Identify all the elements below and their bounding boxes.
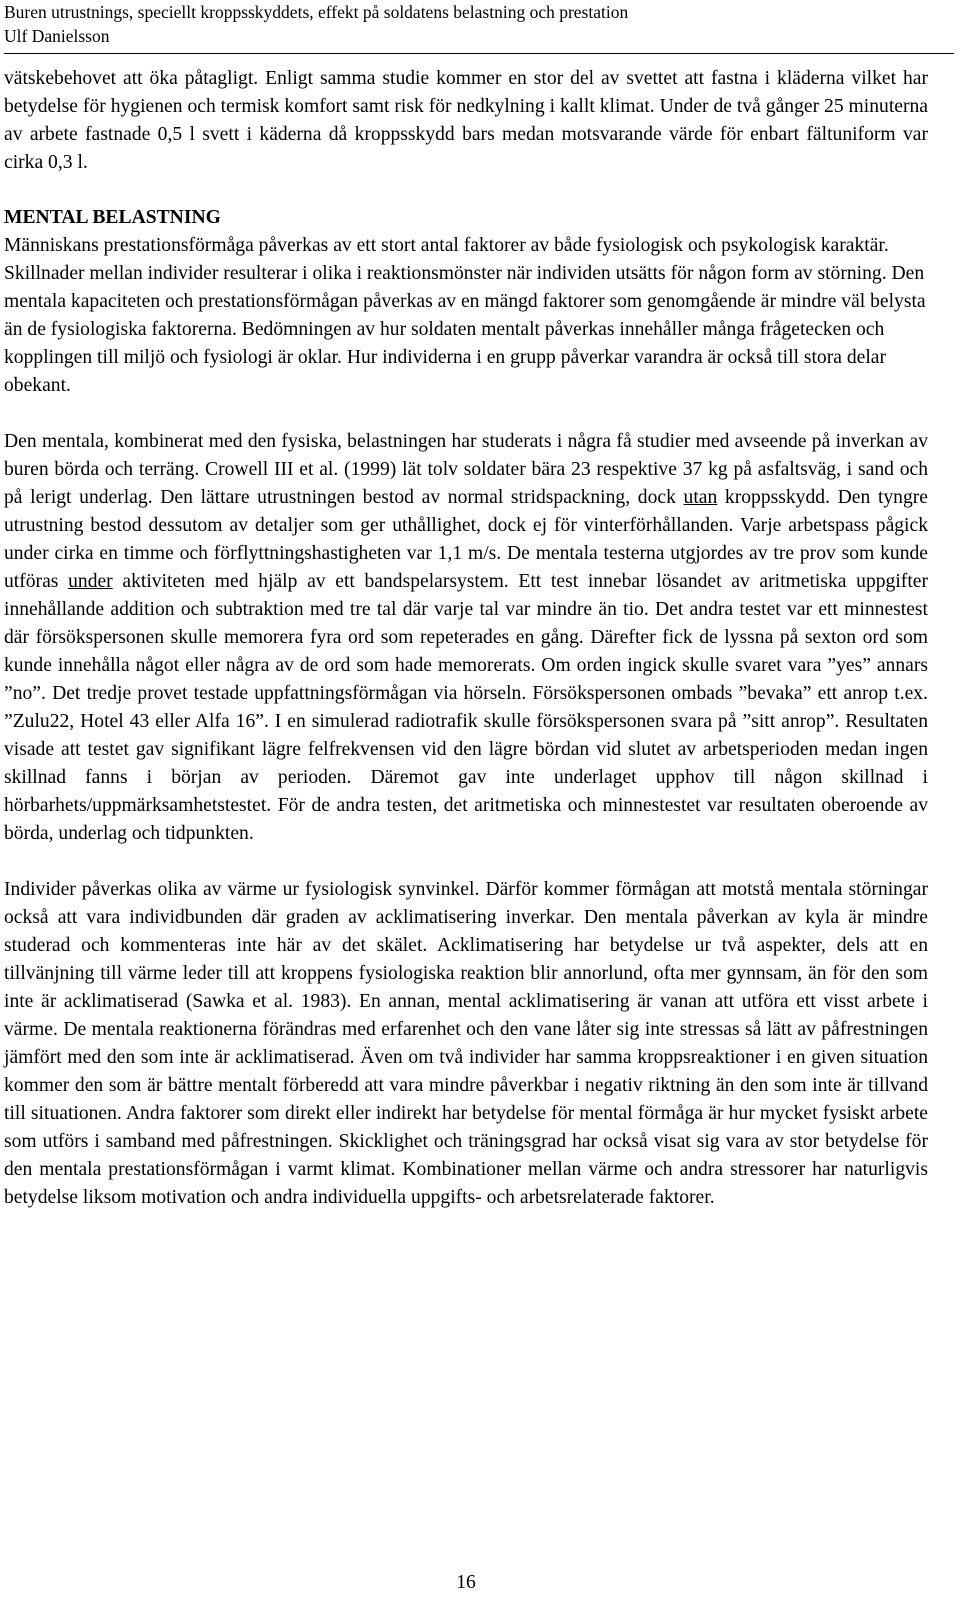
paragraph-heat-acclimatization: Individer påverkas olika av värme ur fysiologisk synvinkel. Därför kommer förmågan att motstå mentala störningar också att vara individbunden där graden av acklimatisering inverkar. Den mentala påverkan av kyla är mindre studerad och kommenteras inte här av det skälet. Acklimatisering har betydelse ur två aspekter, dels att en tillvänjning till värme leder till att kroppens fysiologiska reaktion blir annorlund, ofta mer gynnsam, än för den som inte är acklimatiserad (Sawka et al. 1983). En annan, mental acklimatisering är vanan att utföra ett visst arbete i värme. De mentala reaktionerna förändras med erfarenhet och den vane låter sig inte stressas så lätt av påfrestningen jämfört med den som inte är acklimatiserad. Även om två individer har samma kroppsreaktioner i en given situation kommer den som är bättre mentalt förberedd att vara mindre påverkbar i negativ riktning än den som inte är tillvand till situationen. Andra faktorer som direkt eller indirekt har betydelse för mental förmåga är hur mycket fysiskt arbete som utförs i samband med påfrestningen. Skicklighet och träningsgrad har också visat sig vara av stor betydelse för den mentala prestationsförmågan i varmt klimat. Kombinationer mellan värme och andra stressorer har naturligvis betydelse liksom motivation och andra individuella uppgifts- och arbetsrelaterade faktorer. [4,879,928,1208]
text-run: aktiviteten med hjälp av ett bandspelarsystem. Ett test innebar lösandet av aritmetiska uppgifter innehållande addition och subtraktion med tre tal där varje tal var mindre än tio. Det andra testet var ett minnestest där försökspersonen skulle memorera fyra ord som repeterades en gång. Därefter fick de lyssna på sexton ord som kunde innehålla något eller några av de ord som hade memorerats. Om orden ingick skulle svaret vara ”yes” annars ”no”. Det tredje provet testade uppfattningsförmågan via hörseln. Försökspersonen ombads ”bevaka” ett anrop t.ex. ”Zulu22, Hotel 43 eller Alfa 16”. I en simulerad radiotrafik skulle försökspersonen svara på ”sitt anrop”. Resultaten visade att testet gav signifikant lägre felfrekvensen vid den lägre bördan vid slutet av arbetsperioden medan ingen skillnad fanns i början av perioden. Däremot gav inte underlaget upphov till någon skillnad i hörbarhets/uppmärksamhetstestet. För de andra testen, det aritmetiska och minnestestet var resultaten oberoende av börda, underlag och tidpunkten. [4,571,928,844]
paragraph-crowell-study [4,428,928,848]
page-number: 16 [456,1572,476,1593]
underlined-word: under [68,571,113,592]
text-run: kroppsskydd. Den tyngre utrustning bestod dessutom av detaljer som ger uthållighet, dock ej för vinterförhållanden. Varje arbetspass pågick under cirka en timme och förflyttningshastigheten var 1,1 m/s. De mentala testerna utgjordes av tre prov som kunde utföras [4,487,928,592]
section-heading: MENTAL BELASTNING [4,207,221,228]
header-title: Buren utrustnings, speciellt kroppsskyddets, effekt på soldatens belastning och prestation [4,2,629,22]
paragraph-sweat: vätskebehovet att öka påtagligt. Enligt samma studie kommer en stor del av svettet att fastna i kläderna vilket har betydelse för hygienen och termisk komfort samt risk för nedkylning i kallt klimat. Under de två gånger 25 minuterna av arbete fastnade 0,5 l svett i käderna då kroppsskydd bars medan motsvarande värde för enbart fältuniform var cirka 0,3 l. [4,68,928,173]
underlined-word: utan [683,487,718,508]
header-author: Ulf Danielsson [4,26,110,46]
page-body [4,65,928,1212]
text-run: Den mentala, kombinerat med den fysiska, belastningen har studerats i några få studier med avseende på inverkan av buren börda och terräng. Crowell III et al. (1999) lät tolv soldater bära 23 respektive 37 kg på asfaltsväg, i sand och på lerigt underlag. Den lättare utrustningen bestod av normal stridspackning, dock [4,431,928,508]
header-rule [4,53,954,54]
paragraph-mental-load: Människans prestationsförmåga påverkas av ett stort antal faktorer av både fysiologisk och psykologisk karaktär. Skillnader mellan individer resulterar i olika i reaktionsmönster när individen utsätts för någon form av störning. Den mentala kapaciteten och prestationsförmågan påverkas av en mängd faktorer som genomgående är mindre väl belysta än de fysiologiska faktorerna. Bedömningen av hur soldaten mentalt påverkas innehåller många frågetecken och kopplingen till miljö och fysiologi är oklar. Hur individerna i en grupp påverkar varandra är också till stora delar obekant. [4,235,926,396]
running-header [4,0,956,48]
